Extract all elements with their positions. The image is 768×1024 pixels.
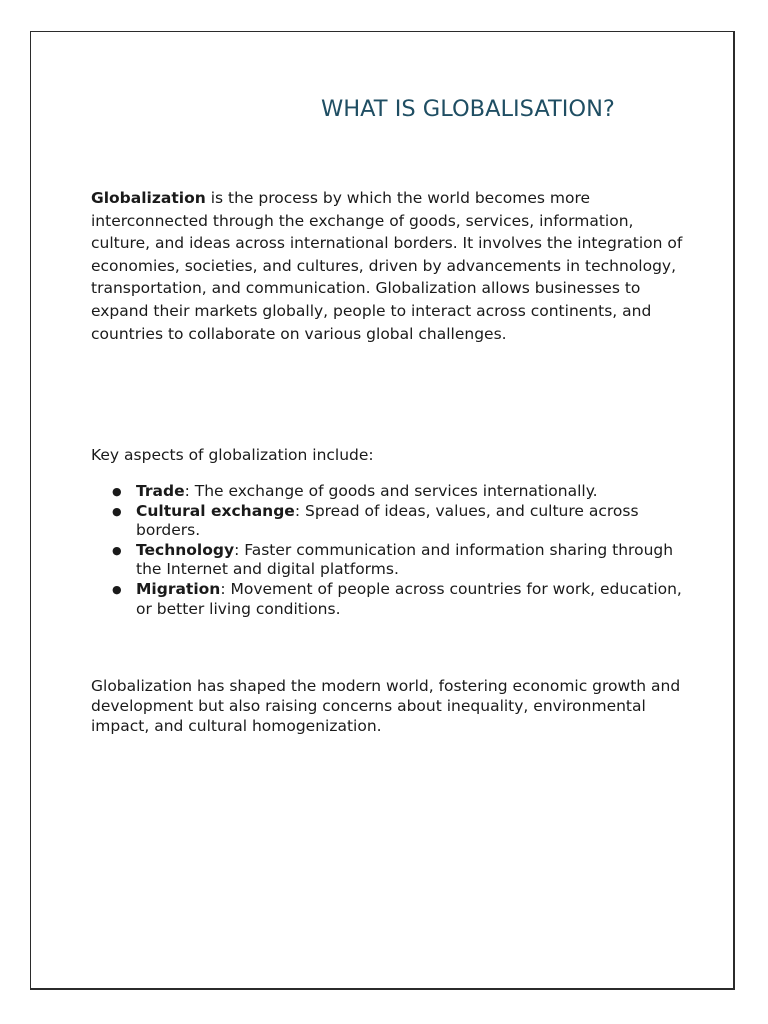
aspect-text: : The exchange of goods and services internationally. (184, 482, 598, 500)
bullet-icon: ● (112, 485, 122, 498)
aspects-list (91, 482, 691, 619)
aspect-text: : Spread of ideas, values, and culture across borders. (136, 501, 639, 540)
aspect-term: Cultural exchange (136, 501, 295, 520)
intro-paragraph (91, 187, 691, 345)
page-title: WHAT IS GLOBALISATION? (321, 96, 615, 122)
aspect-text: : Movement of people across countries for work, education, or better living conditions. (136, 579, 682, 618)
aspect-term: Migration (136, 579, 221, 598)
list-item (112, 501, 691, 541)
aspect-term: Trade (136, 482, 185, 500)
document-page (30, 31, 735, 990)
list-item (112, 579, 691, 619)
aspect-text: : Faster communication and information sharing through the Internet and digital platforms. (136, 540, 674, 579)
aspects-heading: Key aspects of globalization include: (91, 446, 374, 464)
intro-term: Globalization (91, 189, 206, 207)
conclusion-paragraph: Globalization has shaped the modern world, fostering economic growth and development but also raising concerns about inequality, environmental impact, and cultural homogenization. (91, 677, 681, 735)
list-item (112, 482, 691, 502)
list-item (112, 540, 691, 580)
bullet-icon: ● (112, 504, 122, 518)
aspect-term: Technology (136, 540, 235, 559)
bullet-icon: ● (112, 543, 122, 557)
bullet-icon: ● (112, 582, 122, 596)
intro-text: is the process by which the world becomes more interconnected through the exchange of goods, services, information, culture, and ideas across international borders. It involves the integration of economies, societies, and cultures, driven by advancements in technology, transportation, and communication. Globalization allows businesses to expand their markets globally, people to interact across continents, and countries to collaborate on various global challenges. (91, 189, 683, 343)
